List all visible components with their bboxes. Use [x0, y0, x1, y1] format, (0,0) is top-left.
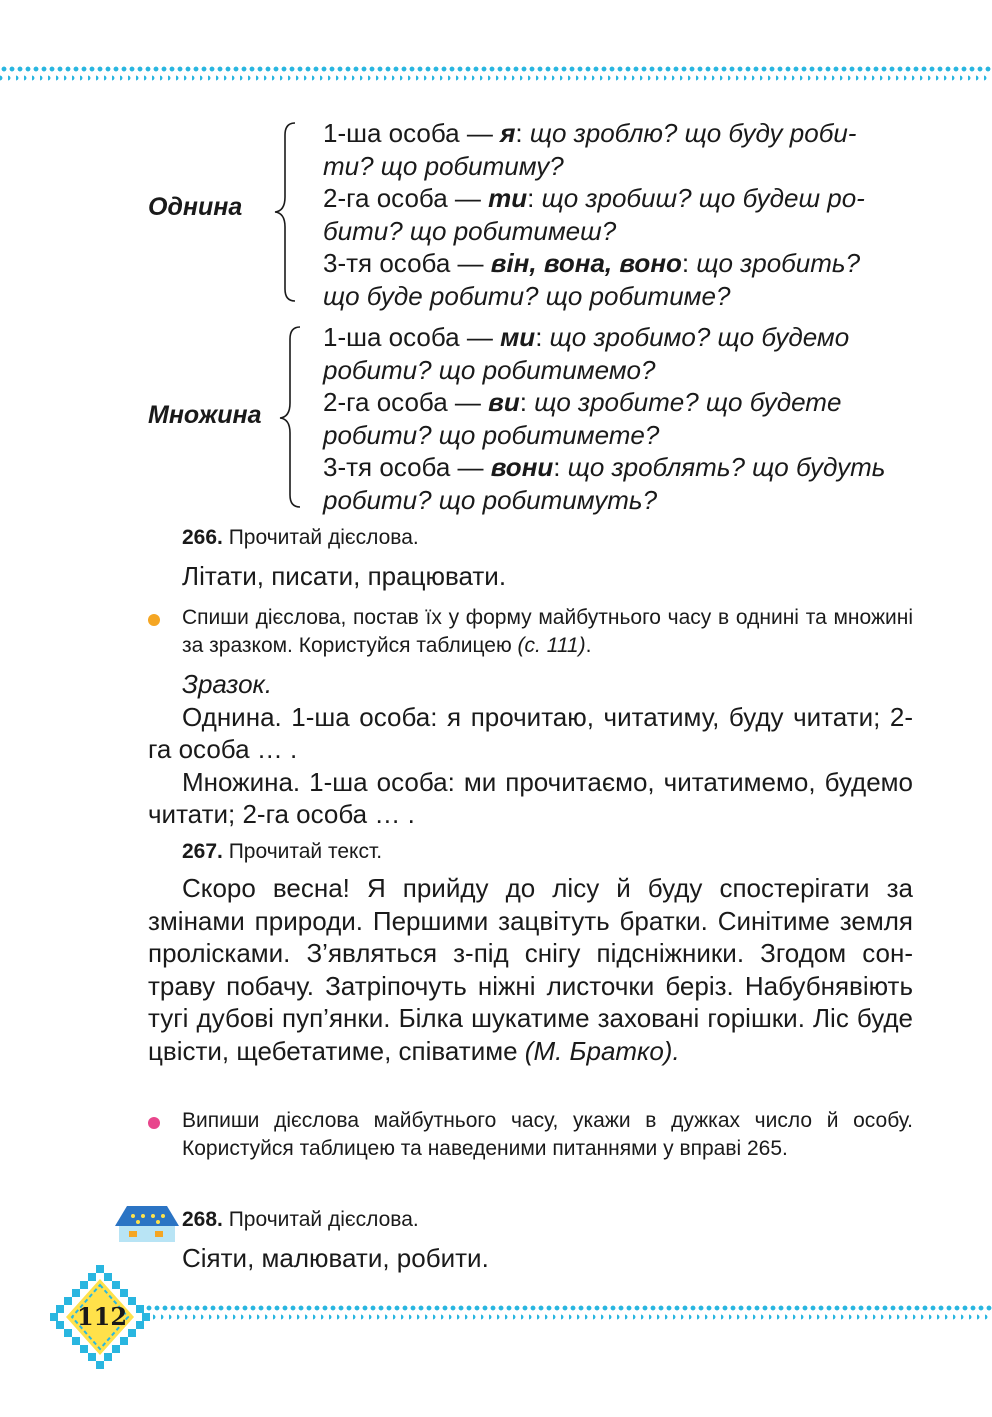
singular-rows: [323, 117, 992, 312]
exercise-266-task: Спиши дієслова, постав їх у форму майбутнього часу в однині та множині за зразком. Користуйся таблицею (с. 111).: [182, 606, 913, 657]
plural-table: [148, 321, 918, 513]
singular-row-3: 3-тя особа — він, вона, воно: що зробить? що буде робити? що робитиме?: [323, 248, 861, 311]
singular-label: Однина: [148, 193, 243, 221]
plural-rows: [323, 321, 992, 516]
singular-row-2: 2-га особа — ти: що зробиш? що будеш ро- бити? що робитимеш?: [323, 183, 865, 246]
orange-bullet-icon: [148, 614, 160, 626]
sample-plural: Множина. 1-ша особа: ми прочитаємо, читатимемо, будемо читати; 2-га особа … .: [148, 766, 913, 829]
sample-label: Зразок.: [182, 669, 273, 699]
sample-singular: Однина. 1-ша особа: я прочитаю, читатиму, буду читати; 2-га особа … .: [148, 701, 913, 764]
exercise-266-words: Літати, писати, працювати.: [182, 561, 507, 591]
exercise-266: [148, 524, 913, 593]
plural-row-1: 1-ша особа — ми: що зробимо? що будемо робити? що робитимемо?: [323, 322, 850, 385]
plural-row-2: 2-га особа — ви: що зробите? що будете робити? що робитимете?: [323, 387, 842, 450]
singular-table: [148, 117, 918, 311]
exercise-268: [148, 1206, 913, 1275]
exercise-267: [148, 838, 913, 1067]
bottom-ornament-border: [145, 1303, 992, 1323]
exercise-267-text: Скоро весна! Я прийду до лісу й буду спостерігати за змінами природи. Першими зацвітуть братки. Синітиме земля пролісками. З’являться з-під снігу підсніжники. Згодом сон-траву побачу. Затріпочуть ніжні листочки беріз. Набубнявіють тугі дубові пуп’янки. Білка шукатиме заховані горішки. Ліс буде цвісти, щебетатиме, співатиме (М. Братко).: [148, 873, 913, 1066]
singular-row-1: 1-ша особа — я: що зроблю? що буду роби- ти? що робитиму?: [323, 118, 857, 181]
pink-bullet-icon: [148, 1117, 160, 1129]
exercise-267-title: 267. Прочитай текст.: [182, 840, 383, 863]
plural-label: Множина: [148, 401, 262, 429]
top-ornament-border: [0, 64, 992, 84]
exercise-267-task: Випиши дієслова майбутнього часу, укажи в дужках число й особу. Користуйся таблицею та наведеними питаннями у вправі 265.: [182, 1109, 913, 1160]
brace-icon: [273, 121, 299, 303]
exercise-266-title: 266. Прочитай дієслова.: [182, 526, 419, 549]
page-number: 112: [76, 1302, 128, 1331]
brace-icon: [278, 325, 304, 509]
exercise-268-title: 268. Прочитай дієслова.: [182, 1208, 419, 1231]
exercise-266-sample: [148, 668, 913, 831]
plural-row-3: 3-тя особа — вони: що зроблять? що будуть робити? що робитимуть?: [323, 452, 886, 515]
exercise-268-words: Сіяти, малювати, робити.: [182, 1243, 489, 1273]
